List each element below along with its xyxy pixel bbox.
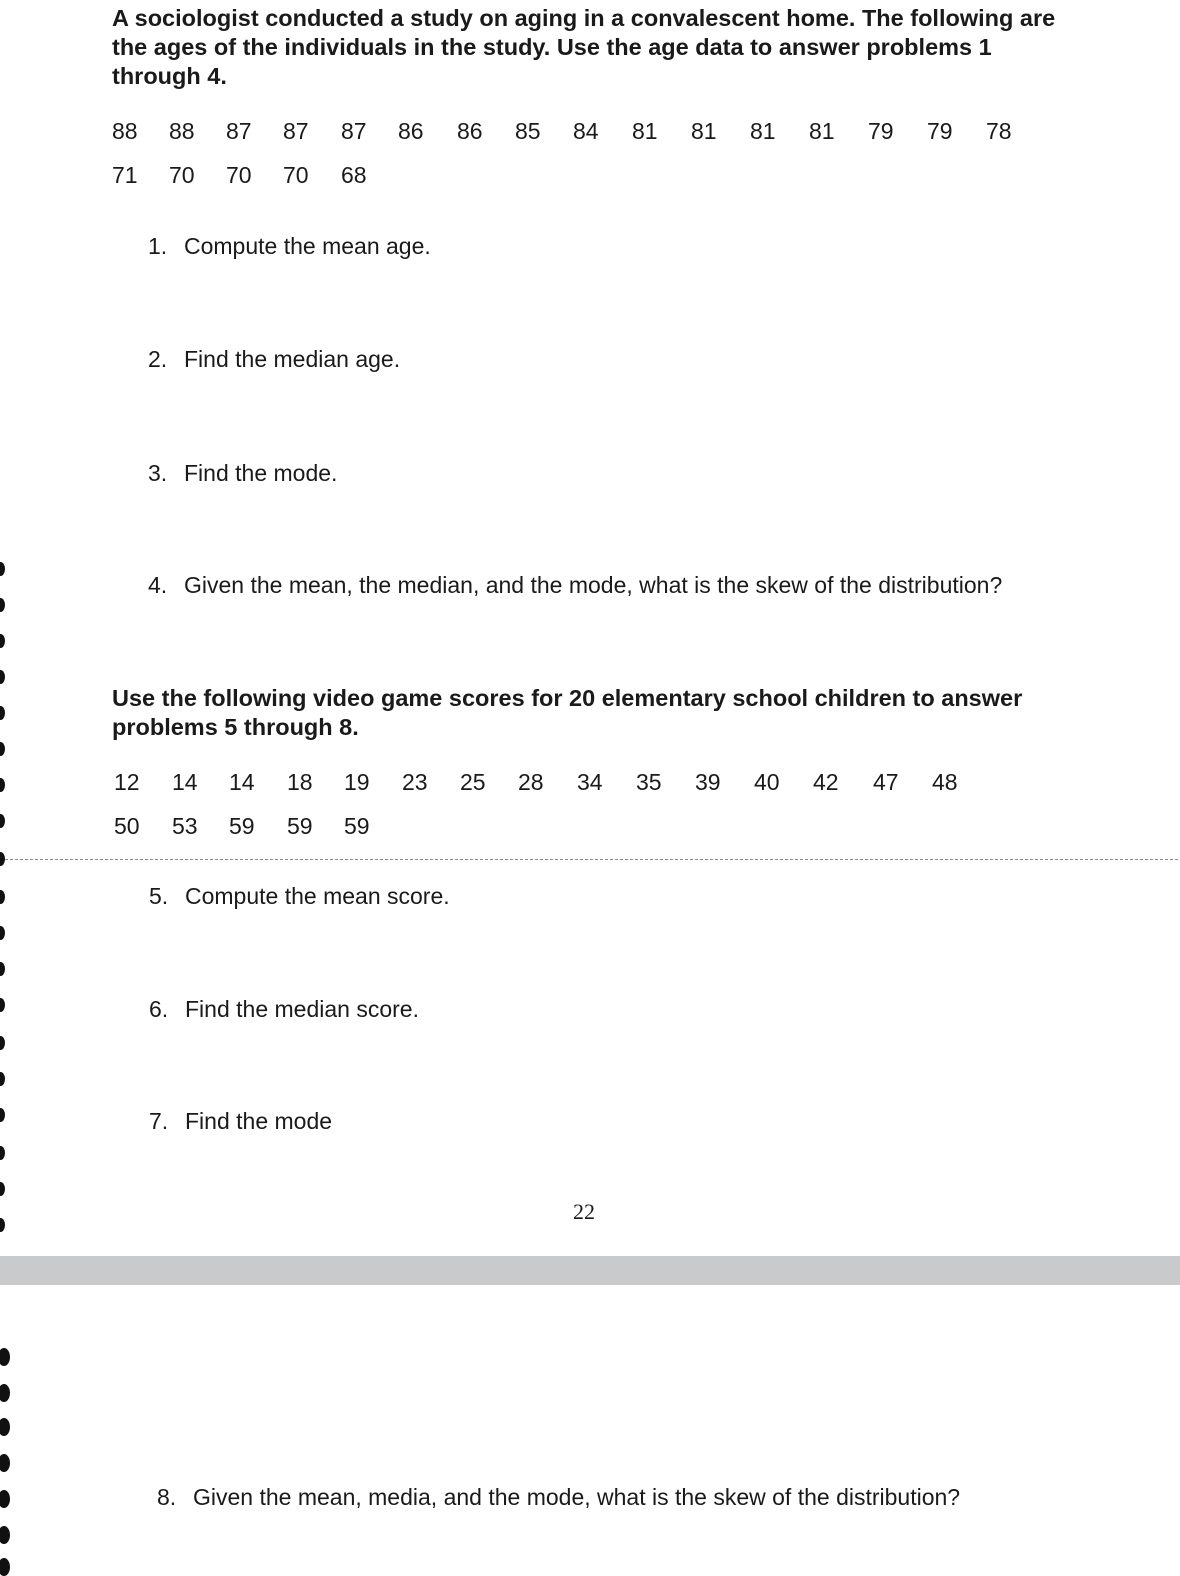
binder-hole-icon: [0, 670, 5, 684]
age-value: 87: [283, 118, 309, 144]
question-text: Compute the mean score.: [185, 883, 450, 909]
binder-hole-icon: [0, 742, 5, 756]
question-6: [149, 996, 419, 1023]
age-value: 81: [691, 118, 717, 144]
score-value: 42: [813, 769, 839, 795]
question-number: 7.: [149, 1108, 169, 1134]
binder-hole-icon: [0, 1384, 10, 1402]
score-value: 47: [873, 769, 899, 795]
score-value: 59: [229, 813, 255, 839]
age-value: 79: [868, 118, 894, 144]
question-number: 5.: [149, 883, 169, 909]
question-number: 3.: [148, 460, 168, 486]
age-value: 70: [226, 162, 252, 188]
score-value: 18: [287, 769, 313, 795]
question-text: Compute the mean age.: [184, 233, 431, 259]
score-value: 23: [402, 769, 428, 795]
question-text: Find the median score.: [185, 996, 419, 1022]
binder-hole-icon: [0, 962, 5, 976]
section2-intro: Use the following video game scores for 20 elementary school children to answer problems 5 through 8.: [112, 685, 1023, 740]
binder-hole-icon: [0, 1418, 10, 1436]
score-value: 34: [577, 769, 603, 795]
score-value: 50: [114, 813, 140, 839]
question-7: [149, 1108, 332, 1135]
page-number: 22: [573, 1199, 595, 1224]
binder-hole-icon: [0, 1490, 10, 1508]
binder-hole-icon: [0, 778, 5, 792]
age-value: 68: [341, 162, 367, 188]
binder-edge: [0, 0, 12, 1572]
score-value: 28: [518, 769, 544, 795]
age-value: 87: [226, 118, 252, 144]
question-number: 1.: [148, 233, 168, 259]
age-value: 85: [515, 118, 541, 144]
age-value: 88: [169, 118, 195, 144]
score-value: 59: [344, 813, 370, 839]
score-value: 40: [754, 769, 780, 795]
question-text: Find the median age.: [184, 346, 401, 372]
binder-hole-icon: [0, 598, 5, 612]
age-value: 79: [927, 118, 953, 144]
question-text: Given the mean, media, and the mode, what is the skew of the distribution?: [193, 1484, 961, 1510]
binder-hole-icon: [0, 998, 5, 1012]
binder-hole-icon: [0, 706, 5, 720]
score-value: 39: [695, 769, 721, 795]
binder-hole-icon: [0, 890, 5, 904]
question-text: Find the mode: [185, 1108, 333, 1134]
binder-hole-icon: [0, 1072, 5, 1086]
binder-hole-icon: [0, 634, 5, 648]
question-number: 6.: [149, 996, 169, 1022]
binder-hole-icon: [0, 1526, 10, 1544]
age-value: 84: [573, 118, 599, 144]
binder-hole-icon: [0, 562, 5, 576]
age-value: 81: [632, 118, 658, 144]
binder-hole-icon: [0, 1182, 5, 1196]
score-value: 12: [114, 769, 140, 795]
binder-hole-icon: [0, 1036, 5, 1050]
age-value: 86: [457, 118, 483, 144]
age-value: 87: [341, 118, 367, 144]
score-value: 48: [932, 769, 958, 795]
score-value: 25: [460, 769, 486, 795]
question-3: [148, 460, 337, 487]
binder-hole-icon: [0, 1558, 10, 1576]
binder-hole-icon: [0, 1218, 5, 1232]
age-value: 81: [809, 118, 835, 144]
binder-hole-icon: [0, 852, 5, 866]
age-value: 71: [112, 162, 138, 188]
score-value: 53: [172, 813, 198, 839]
score-value: 59: [287, 813, 313, 839]
binder-hole-icon: [0, 1348, 10, 1366]
page-separator-band: [0, 1256, 1180, 1285]
question-5: [149, 883, 450, 910]
question-1: [148, 233, 431, 260]
age-value: 81: [750, 118, 776, 144]
score-value: 19: [344, 769, 370, 795]
age-value: 88: [112, 118, 138, 144]
section1-intro: A sociologist conducted a study on aging in a convalescent home. The following are the ages of the individuals in the study. Use the age data to answer problems 1 through 4.: [112, 5, 1056, 89]
question-8: [157, 1484, 960, 1511]
score-value: 14: [172, 769, 198, 795]
binder-hole-icon: [0, 1108, 5, 1122]
question-4: [148, 572, 1002, 599]
binder-hole-icon: [0, 814, 5, 828]
score-value: 35: [636, 769, 662, 795]
age-value: 86: [398, 118, 424, 144]
binder-hole-icon: [0, 926, 5, 940]
question-text: Find the mode.: [184, 460, 338, 486]
binder-hole-icon: [0, 1454, 10, 1472]
score-value: 14: [229, 769, 255, 795]
scan-divider-line: [0, 859, 1178, 860]
question-2: [148, 346, 400, 373]
question-number: 4.: [148, 572, 168, 598]
question-number: 2.: [148, 346, 168, 372]
binder-hole-icon: [0, 1146, 5, 1160]
question-number: 8.: [157, 1484, 177, 1510]
age-value: 78: [986, 118, 1012, 144]
age-value: 70: [169, 162, 195, 188]
question-text: Given the mean, the median, and the mode, what is the skew of the distribution?: [184, 572, 1003, 598]
age-value: 70: [283, 162, 309, 188]
